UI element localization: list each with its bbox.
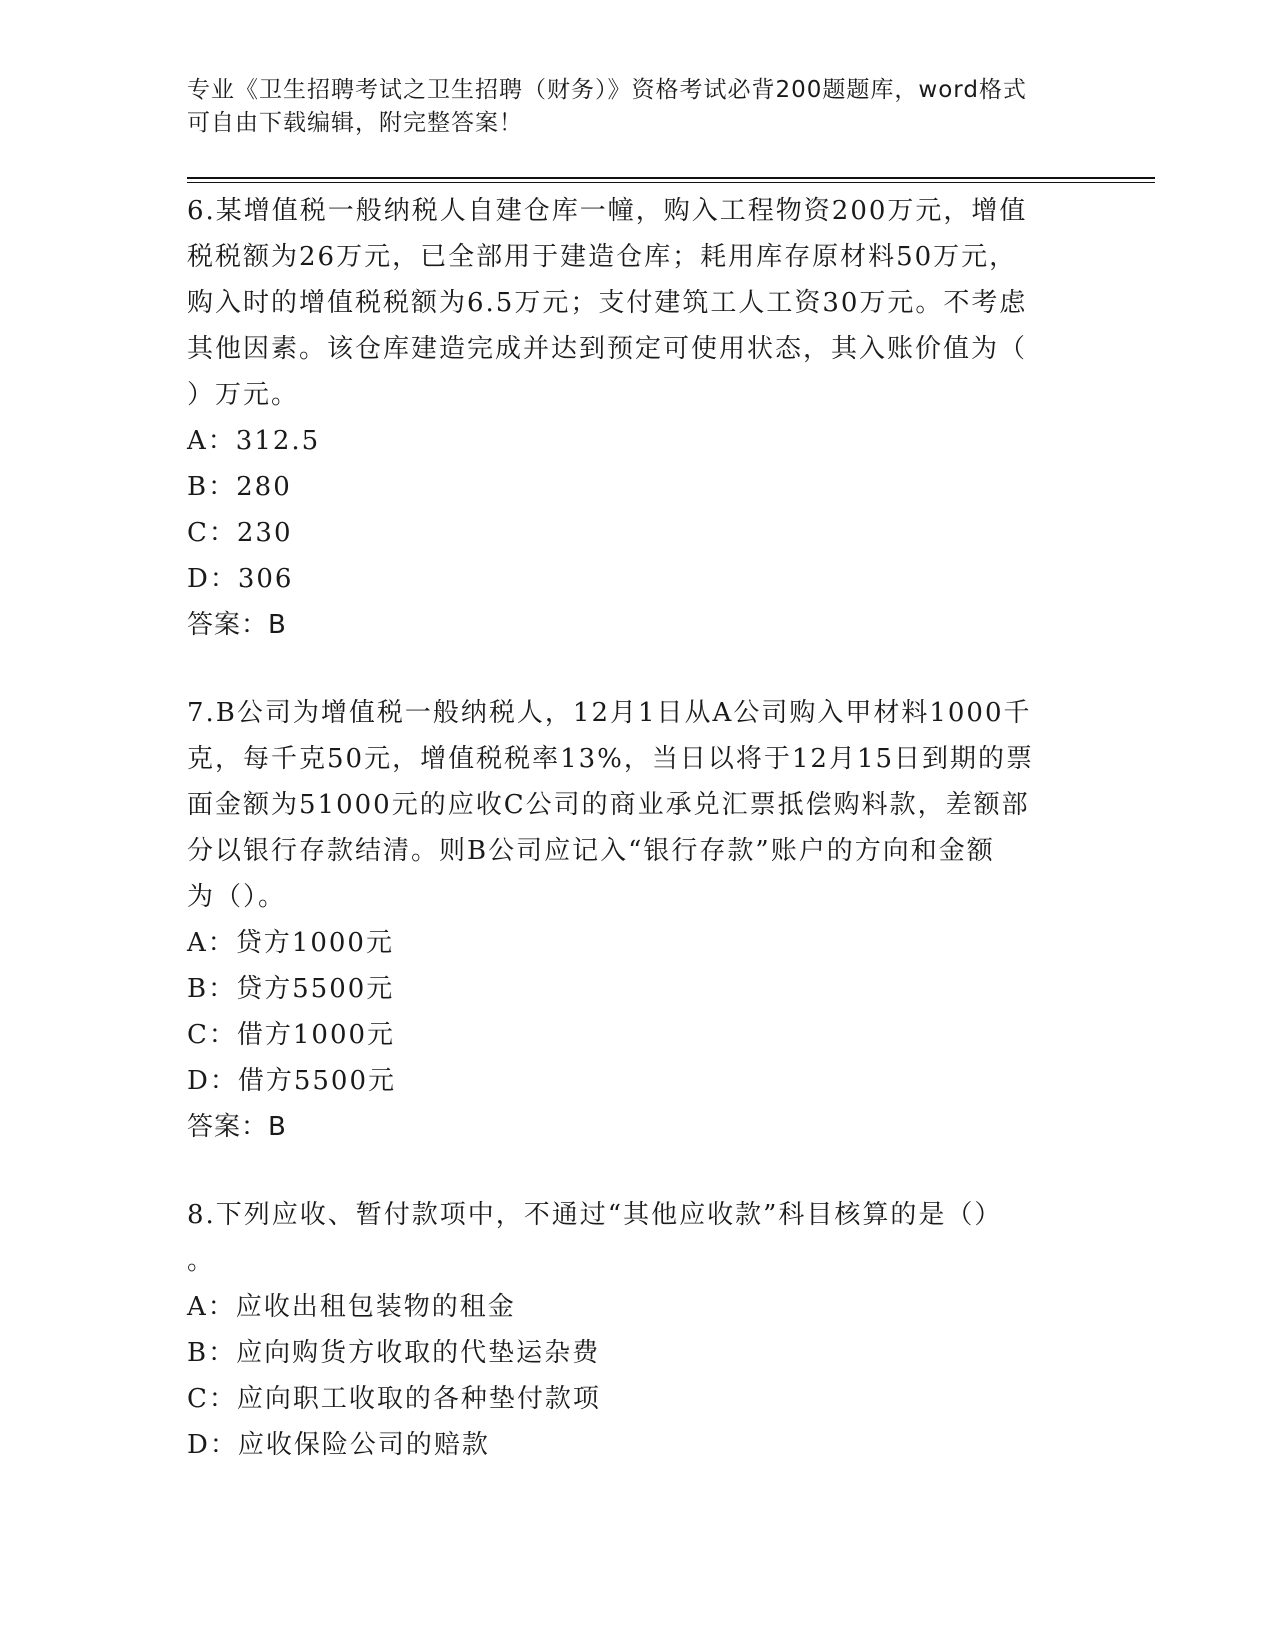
answer-text: 答案：B (187, 1112, 287, 1142)
question-stem (187, 188, 1087, 418)
header-title-line-1: 专业《卫生招聘考试之卫生招聘（财务）》资格考试必背200题题库，word格式 (187, 77, 1027, 103)
question-stem (187, 690, 1087, 920)
stem-line: 为（）。 (187, 882, 287, 912)
option-c: C：借方1000元 (187, 1020, 396, 1050)
question-6 (187, 188, 1087, 648)
header-divider-thin (187, 182, 1155, 183)
document-header (187, 74, 1067, 140)
option-b: B：应向购货方收取的代垫运杂费 (187, 1338, 601, 1368)
stem-line: 。 (187, 1246, 216, 1276)
stem-line: 克，每千克50元，增值税税率13%，当日以将于12月15日到期的票 (187, 744, 1035, 774)
header-divider-thick (187, 177, 1155, 179)
question-stem (187, 1192, 1087, 1284)
option-a: A：贷方1000元 (187, 928, 394, 958)
stem-line: 8.下列应收、暂付款项中，不通过“其他应收款”科目核算的是（） (187, 1200, 1003, 1230)
option-b: B：280 (187, 472, 292, 502)
option-c: C：应向职工收取的各种垫付款项 (187, 1384, 601, 1414)
option-c: C：230 (187, 518, 293, 548)
stem-line: 税税额为26万元，已全部用于建造仓库；耗用库存原材料50万元， (187, 242, 1018, 272)
option-d: D：借方5500元 (187, 1066, 397, 1096)
stem-line: 面金额为51000元的应收C公司的商业承兑汇票抵偿购料款，差额部 (187, 790, 1030, 820)
stem-line: ）万元。 (187, 380, 300, 410)
header-title-line-2: 可自由下载编辑，附完整答案！ (187, 110, 523, 136)
stem-line: 购入时的增值税税额为6.5万元；支付建筑工人工资30万元。不考虑 (187, 288, 1028, 318)
stem-line: 7.B公司为增值税一般纳税人，12月1日从A公司购入甲材料1000千 (187, 698, 1032, 728)
answer-text: 答案：B (187, 610, 287, 640)
option-a: A：312.5 (187, 426, 321, 456)
option-d: D：应收保险公司的赔款 (187, 1430, 490, 1460)
option-b: B：贷方5500元 (187, 974, 395, 1004)
question-8 (187, 1192, 1087, 1468)
option-a: A：应收出租包装物的租金 (187, 1292, 516, 1322)
stem-line: 分以银行存款结清。则B公司应记入“银行存款”账户的方向和金额 (187, 836, 995, 866)
stem-line: 6.某增值税一般纳税人自建仓库一幢，购入工程物资200万元，增值 (187, 196, 1028, 226)
stem-line: 其他因素。该仓库建造完成并达到预定可使用状态，其入账价值为（ (187, 334, 1028, 364)
question-7 (187, 690, 1087, 1150)
option-d: D：306 (187, 564, 294, 594)
